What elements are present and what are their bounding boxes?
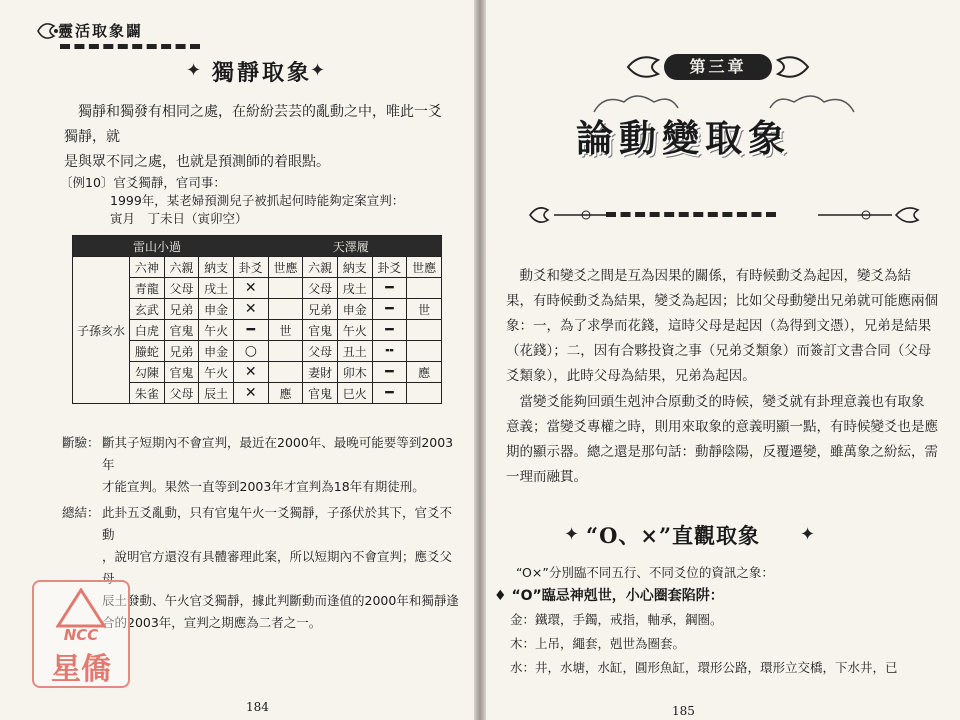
list-text: 井，水塘，水缸，圓形魚缸，環形公路，環形立交橋，下水井，已 <box>535 660 898 675</box>
judgement-text <box>102 432 462 498</box>
table-cell: 午火 <box>337 320 372 341</box>
text-line: 辰土發動、午火官爻獨靜，據此判斷動而逢值的2000年和獨靜逢 <box>102 593 459 608</box>
yao-mark: ✕ <box>233 383 268 404</box>
table-cell: 丑土 <box>337 341 372 362</box>
section-intro: “O×”分別臨不同五行、不同爻位的資訊之象： <box>516 565 774 580</box>
column-header: 世應 <box>268 257 303 278</box>
summary-text <box>102 502 462 634</box>
section-title: “O、×”直觀取象 <box>586 523 761 548</box>
text-line: 獨靜和獨發有相同之處，在紛紛芸芸的亂動之中，唯此一爻獨靜，就 <box>64 104 442 145</box>
table-cell <box>268 299 303 320</box>
example-label: 〔例10〕官爻獨靜，官司事： <box>60 175 226 190</box>
table-cell: 官鬼 <box>164 362 199 383</box>
column-header-row <box>73 257 442 278</box>
text-line: 一理而融貫。 <box>506 469 587 485</box>
side-label: 子孫亥水 <box>73 257 130 404</box>
table-cell: 螣蛇 <box>130 341 165 362</box>
left-page <box>0 0 474 720</box>
table-cell: 辰土 <box>199 383 234 404</box>
list-item <box>510 632 950 656</box>
table-cell: 兄弟 <box>164 341 199 362</box>
list-item <box>510 656 950 680</box>
table-cell <box>268 278 303 299</box>
table-cell: 玄武 <box>130 299 165 320</box>
page-number: 184 <box>246 700 269 714</box>
list-label: 水： <box>510 660 536 675</box>
summary-label: 總結： <box>62 505 100 520</box>
diamond-bullet-icon: ♦ <box>494 588 507 604</box>
yao-mark: ○ <box>233 341 268 362</box>
text-line: 動爻和變爻之間是互為因果的關係，有時候動爻為起因，變爻為結 <box>519 268 911 284</box>
bullet-heading <box>494 584 724 609</box>
list-item <box>510 608 950 632</box>
table-cell: 白虎 <box>130 320 165 341</box>
page-number: 185 <box>672 704 695 718</box>
column-header: 六神 <box>130 257 165 278</box>
text-line: 是與眾不同之處，也就是預測師的着眼點。 <box>64 154 330 170</box>
table-cell: 戌土 <box>337 278 372 299</box>
table-cell: 卯木 <box>337 362 372 383</box>
header-divider <box>60 44 200 49</box>
hexagram-right-name: 天澤履 <box>303 236 442 257</box>
table-cell: 官鬼 <box>303 320 338 341</box>
table-cell: 青龍 <box>130 278 165 299</box>
list-text: 上吊，繩套，剋世為圈套。 <box>535 636 686 651</box>
example-line: 1999年，某老婦預測兒子被抓起何時能夠定案宣判： <box>110 193 405 208</box>
logo-text: NCC <box>63 626 99 644</box>
paragraph-1 <box>506 264 946 389</box>
judgement-label: 斷驗： <box>62 435 100 450</box>
table-cell: 父母 <box>164 278 199 299</box>
watermark-logo <box>32 580 130 688</box>
hexagram-name-row <box>73 236 442 257</box>
table-cell: 應 <box>268 383 303 404</box>
column-header: 卦爻 <box>233 257 268 278</box>
table-cell <box>268 362 303 383</box>
column-header: 世應 <box>407 257 442 278</box>
title-divider <box>606 212 776 217</box>
text-line: 合的2003年，宣判之期應為二者之一。 <box>102 615 322 630</box>
table-cell: 申金 <box>199 341 234 362</box>
yao-mark: ━ <box>372 383 407 404</box>
yao-mark: ━ <box>372 299 407 320</box>
table-cell <box>268 341 303 362</box>
yao-mark: ━ <box>372 320 407 341</box>
column-header: 六親 <box>164 257 199 278</box>
table-cell <box>407 320 442 341</box>
hexagram-left-name: 雷山小過 <box>73 236 303 257</box>
table-cell: 應 <box>407 362 442 383</box>
list-label: 木： <box>510 636 536 651</box>
table-cell: 兄弟 <box>303 299 338 320</box>
star-ornament-icon: ✦ <box>564 524 580 545</box>
table-cell: 世 <box>407 299 442 320</box>
table-cell: 父母 <box>303 278 338 299</box>
table-cell: 午火 <box>199 362 234 383</box>
table-cell: 午火 <box>199 320 234 341</box>
star-ornament-icon: ✦ <box>186 60 202 81</box>
yao-mark: ✕ <box>233 362 268 383</box>
logo-text: 星僑 <box>51 652 111 687</box>
section-title: 獨靜取象 <box>212 60 313 86</box>
table-cell: 世 <box>268 320 303 341</box>
paragraph-2 <box>506 390 946 490</box>
star-ornament-icon: ✦ <box>310 60 326 81</box>
yao-mark: ✕ <box>233 299 268 320</box>
list-text: 鐵環，手鐲，戒指，軸承，鋼圈。 <box>535 612 723 627</box>
table-cell <box>407 341 442 362</box>
running-header: 靈活取象闢 <box>58 22 144 40</box>
table-cell: 巳火 <box>337 383 372 404</box>
table-cell: 申金 <box>199 299 234 320</box>
table-cell: 官鬼 <box>303 383 338 404</box>
text-line: 期的顯示器。總之還是那句話：動靜陰陽，反覆遷變，雖萬象之紛紜，需 <box>506 444 938 460</box>
text-line: 才能宣判。果然一直等到2003年才宣判為18年有期徒刑。 <box>102 479 425 494</box>
table-cell: 申金 <box>337 299 372 320</box>
chapter-title: 論動變取象 <box>576 116 791 160</box>
table-cell: 妻財 <box>303 362 338 383</box>
book-gutter <box>474 0 486 720</box>
column-header: 卦爻 <box>372 257 407 278</box>
table-cell: 勾陳 <box>130 362 165 383</box>
column-header: 六親 <box>303 257 338 278</box>
column-header: 納支 <box>199 257 234 278</box>
text-line: 果，有時候動爻為結果，變爻為起因；比如父母動變出兄弟就可能應兩個 <box>506 293 938 309</box>
text-line: 斷其子短期內不會宣判，最近在2000年、最晚可能要等到2003年 <box>102 435 454 472</box>
text-line: 爻類象），此時父母為結果，兄弟為起因。 <box>506 368 756 384</box>
bullet-text: “O”臨忌神剋世，小心圈套陷阱： <box>511 588 724 604</box>
table-cell: 官鬼 <box>164 320 199 341</box>
text-line: 意義；當變爻專權之時，則用來取象的意義明顯一點，有時候變爻也是應 <box>506 419 938 435</box>
table-cell: 朱雀 <box>130 383 165 404</box>
table-cell: 兄弟 <box>164 299 199 320</box>
triangle-logo-icon <box>56 588 106 628</box>
column-header: 納支 <box>337 257 372 278</box>
star-ornament-icon: ✦ <box>800 524 816 545</box>
text-line: ，說明官方還沒有具體審理此案，所以短期內不會宣判；應爻父母 <box>102 549 453 586</box>
chapter-label: 第三章 <box>689 57 747 76</box>
text-line: 當變爻能夠回頭生剋沖合原動爻的時候，變爻就有卦理意義也有取象 <box>519 394 925 410</box>
yao-mark: ━ <box>372 278 407 299</box>
table-cell <box>407 383 442 404</box>
yao-mark: ╍ <box>372 341 407 362</box>
element-list <box>510 608 950 680</box>
table-cell: 父母 <box>164 383 199 404</box>
hexagram-table <box>72 235 442 404</box>
right-page <box>486 0 960 720</box>
table-cell <box>407 278 442 299</box>
table-cell: 戌土 <box>199 278 234 299</box>
example-line: 寅月 丁未日（寅卯空） <box>110 211 248 226</box>
text-line: 象：一，為了求學而花錢，這時父母是起因（為得到文憑），兄弟是結果 <box>506 318 932 334</box>
text-line: （花錢）；二，因有合夥投資之事（兄弟爻類象）而簽訂文書合同（父母 <box>506 343 932 359</box>
yao-mark: ━ <box>233 320 268 341</box>
yao-mark: ✕ <box>233 278 268 299</box>
table-cell: 父母 <box>303 341 338 362</box>
text-line: 此卦五爻亂動，只有官鬼午火一爻獨靜，子孫伏於其下，官爻不動 <box>102 505 453 542</box>
intro-paragraph <box>64 100 454 175</box>
list-label: 金： <box>510 612 536 627</box>
yao-mark: ━ <box>372 362 407 383</box>
